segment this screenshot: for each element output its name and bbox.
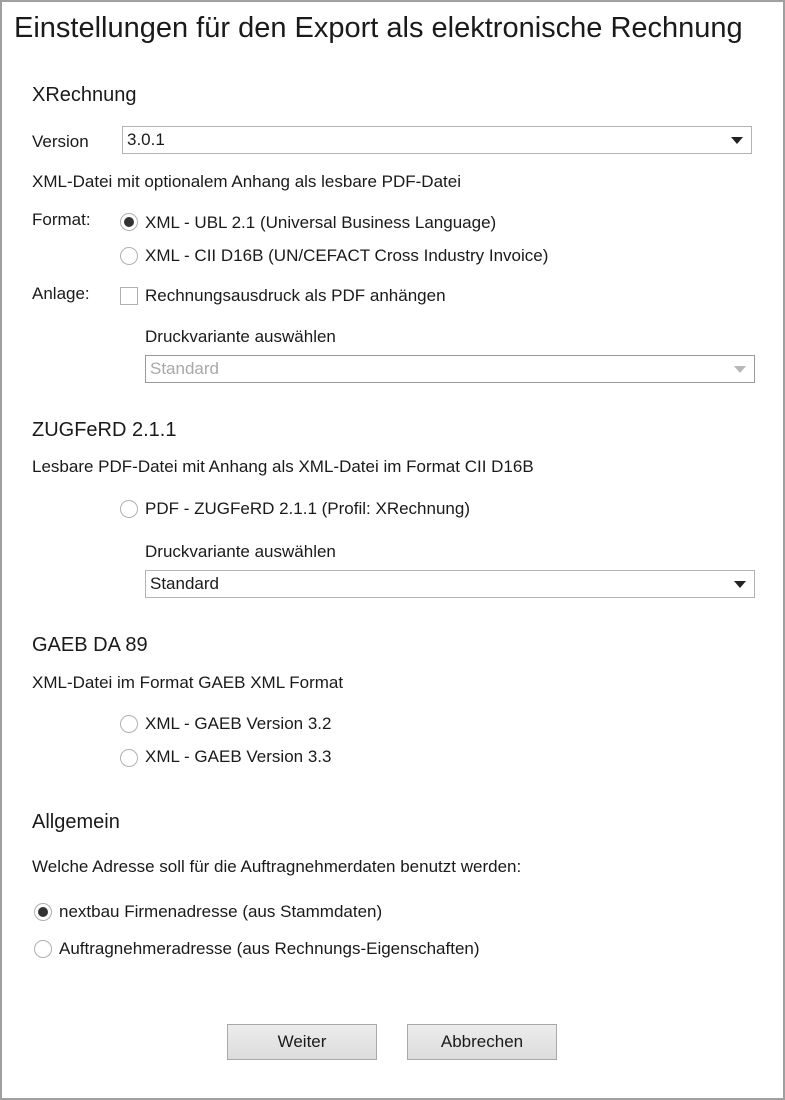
format-ubl-radio[interactable]	[120, 213, 138, 231]
address-contractor-label[interactable]: Auftragnehmeradresse (aus Rechnungs-Eigenschaften)	[59, 939, 480, 958]
format-label: Format:	[32, 210, 91, 229]
zugferd-heading: ZUGFeRD 2.1.1	[32, 419, 177, 441]
allgemein-heading: Allgemein	[32, 811, 120, 833]
chevron-down-icon	[734, 366, 746, 373]
gaeb-33-radio[interactable]	[120, 749, 138, 767]
format-cii-radio[interactable]	[120, 247, 138, 265]
zugferd-radio[interactable]	[120, 500, 138, 518]
attach-pdf-checkbox[interactable]	[120, 287, 138, 305]
zugferd-print-variant-value: Standard	[150, 574, 219, 593]
chevron-down-icon	[731, 137, 743, 144]
xrechnung-print-variant-label: Druckvariante auswählen	[145, 327, 336, 346]
anlage-label: Anlage:	[32, 284, 90, 303]
version-label: Version	[32, 132, 89, 151]
zugferd-print-variant-label: Druckvariante auswählen	[145, 542, 336, 561]
next-button[interactable]: Weiter	[227, 1024, 377, 1060]
gaeb-32-label[interactable]: XML - GAEB Version 3.2	[145, 714, 332, 733]
gaeb-heading: GAEB DA 89	[32, 634, 148, 656]
cancel-button[interactable]: Abbrechen	[407, 1024, 557, 1060]
zugferd-description: Lesbare PDF-Datei mit Anhang als XML-Datei im Format CII D16B	[32, 457, 534, 476]
gaeb-32-radio[interactable]	[120, 715, 138, 733]
dialog-title: Einstellungen für den Export als elektronische Rechnung	[14, 12, 743, 44]
allgemein-question: Welche Adresse soll für die Auftragnehmerdaten benutzt werden:	[32, 857, 522, 876]
format-ubl-label[interactable]: XML - UBL 2.1 (Universal Business Language)	[145, 213, 497, 232]
version-select[interactable]	[122, 126, 752, 154]
address-company-label[interactable]: nextbau Firmenadresse (aus Stammdaten)	[59, 902, 383, 921]
address-contractor-radio[interactable]	[34, 940, 52, 958]
gaeb-description: XML-Datei im Format GAEB XML Format	[32, 673, 344, 692]
xrechnung-print-variant-value: Standard	[150, 359, 219, 378]
address-company-radio[interactable]	[34, 903, 52, 921]
zugferd-option-label[interactable]: PDF - ZUGFeRD 2.1.1 (Profil: XRechnung)	[145, 499, 470, 518]
gaeb-33-label[interactable]: XML - GAEB Version 3.3	[145, 747, 332, 766]
xrechnung-description: XML-Datei mit optionalem Anhang als lesbare PDF-Datei	[32, 172, 461, 191]
chevron-down-icon	[734, 581, 746, 588]
zugferd-print-variant-select[interactable]	[145, 570, 755, 598]
xrechnung-print-variant-select	[145, 355, 755, 383]
format-cii-label[interactable]: XML - CII D16B (UN/CEFACT Cross Industry Invoice)	[145, 246, 549, 265]
attach-pdf-label[interactable]: Rechnungsausdruck als PDF anhängen	[145, 286, 446, 305]
version-select-value: 3.0.1	[127, 130, 165, 149]
xrechnung-heading: XRechnung	[32, 84, 137, 106]
